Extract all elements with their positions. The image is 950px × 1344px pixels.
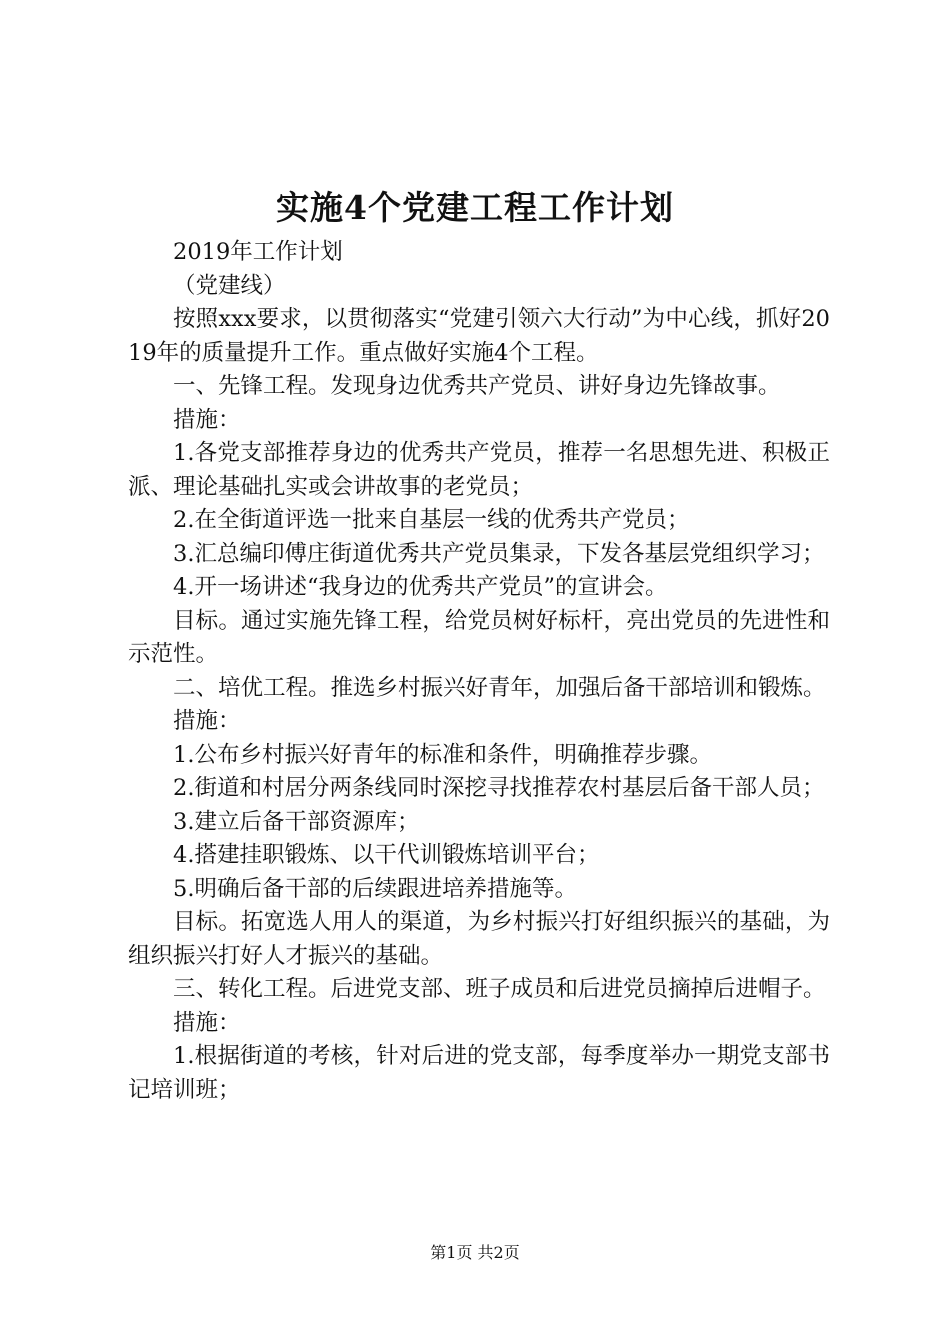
paragraph-section-3-item-1: 1.根据街道的考核，针对后进的党支部，每季度举办一期党支部书记培训班； xyxy=(128,1043,830,1103)
paragraph-section-1-goal: 目标。通过实施先锋工程，给党员树好标杆，亮出党员的先进性和示范性。 xyxy=(128,607,830,667)
paragraph-section-2-item-5: 5.明确后备干部的后续跟进培养措施等。 xyxy=(173,875,577,902)
paragraph-section-3-heading: 三、转化工程。后进党支部、班子成员和后进党员摘掉后进帽子。 xyxy=(173,976,826,1002)
paragraph-section-2-item-1: 1.公布乡村振兴好青年的标准和条件，明确推荐步骤。 xyxy=(173,741,712,768)
paragraph-section-2-goal: 目标。拓宽选人用人的渠道，为乡村振兴打好组织振兴的基础，为组织振兴打好人才振兴的基础。 xyxy=(128,909,830,969)
document-title: 实施4个党建工程工作计划 xyxy=(276,188,674,227)
document-body xyxy=(128,236,830,1107)
paragraph-measures-label: 措施： xyxy=(173,1009,241,1036)
paragraph-measures-label: 措施： xyxy=(173,406,241,433)
paragraph-section-2-item-3: 3.建立后备干部资源库； xyxy=(173,808,420,835)
paragraph-section-2-heading: 二、培优工程。推选乡村振兴好青年，加强后备干部培训和锻炼。 xyxy=(173,674,826,701)
paragraph-section-2-item-4: 4.搭建挂职锻炼、以干代训锻炼培训平台； xyxy=(173,842,600,868)
page-number-footer: 第1页 共2页 xyxy=(430,1243,520,1262)
paragraph-section-1-item-4: 4.开一场讲述“我身边的优秀共产党员”的宣讲会。 xyxy=(173,574,668,600)
paragraph-section-1-item-1: 1.各党支部推荐身边的优秀共产党员，推荐一名思想先进、积极正派、理论基础扎实或会讲故事的老党员； xyxy=(128,440,830,500)
paragraph-section-2-item-2: 2.街道和村居分两条线同时深挖寻找推荐农村基层后备干部人员； xyxy=(173,775,825,801)
paragraph-section-1-item-2: 2.在全街道评选一批来自基层一线的优秀共产党员； xyxy=(173,507,690,533)
paragraph-intro: 按照xxx要求，以贯彻落实“党建引领六大行动”为中心线，抓好2019年的质量提升工作。重点做好实施4个工程。 xyxy=(128,306,830,366)
paragraph-section-1-heading: 一、先锋工程。发现身边优秀共产党员、讲好身边先锋故事。 xyxy=(173,373,781,399)
paragraph-measures-label: 措施： xyxy=(173,708,241,734)
paragraph-line-label: （党建线） xyxy=(173,272,286,299)
paragraph-section-1-item-3: 3.汇总编印傅庄街道优秀共产党员集录，下发各基层党组织学习； xyxy=(173,540,825,567)
paragraph-plan-year: 2019年工作计划 xyxy=(173,239,343,265)
